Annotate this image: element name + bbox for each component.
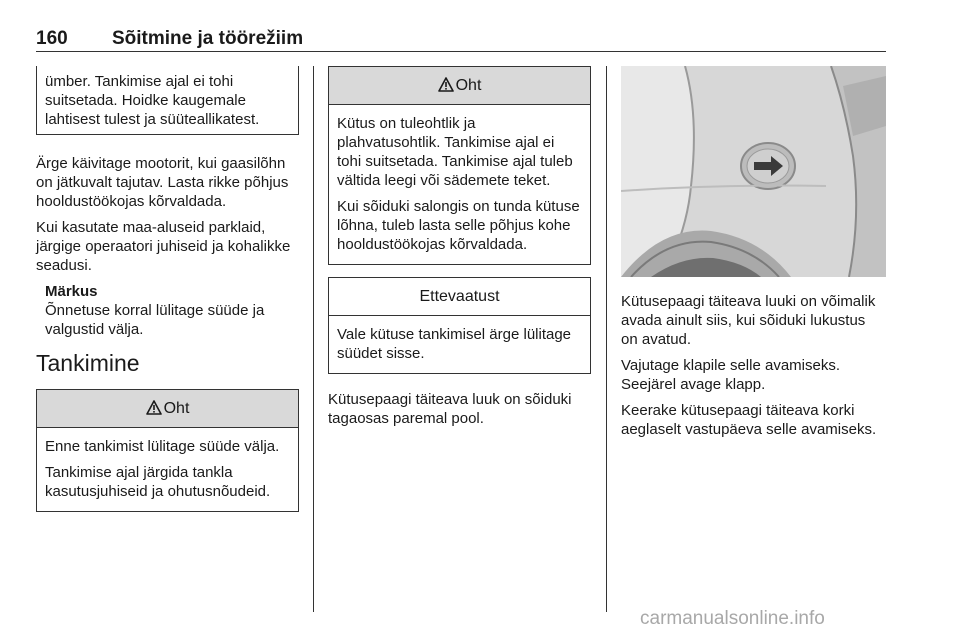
caution-text: Vale kütuse tankimisel ärge lülitage süüdet sisse. [337, 326, 572, 362]
caution-box-header: Ettevaatust [329, 278, 590, 316]
page-header [36, 28, 886, 50]
paragraph: Kui kasutate maa-aluseid parklaid, järgige operaatori juhiseid ja kohalikke seadusi. [36, 219, 291, 274]
column-divider [313, 66, 314, 612]
note-title: Märkus [45, 283, 98, 300]
column-2 [328, 66, 591, 435]
paragraph: Ärge käivitage mootorit, kui gaasilõhn on jätkuvalt tajutav. Lasta rikke põhjus hooldustöökojas kõrvaldada. [36, 155, 289, 210]
warning-text: Kütus on tuleohtlik ja plahvatusohtlik. Tankimise ajal ei tohi suitsetada. Tankimise ajal tuleb vältida leegi või sädemete teket. [337, 115, 573, 189]
header-rule [36, 51, 886, 52]
column-1 [36, 66, 299, 524]
paragraph: Vajutage klapile selle avamiseks. Seejärel avage klapp. [621, 357, 841, 393]
paragraph: Kütusepaagi täiteava luuk on sõiduki tagaosas paremal pool. [328, 391, 572, 427]
continued-warning-box [36, 66, 299, 135]
warning-box [328, 66, 591, 265]
continued-warning-text: ümber. Tankimise ajal ei tohi suitsetada. Hoidke kaugemale lahtisest tulest ja süüteallikatest. [45, 73, 260, 128]
warning-box-title: Oht [455, 77, 482, 94]
section-title: Tankimine [36, 350, 140, 376]
warning-text: Tankimise ajal järgida tankla kasutusjuhiseid ja ohutusnõudeid. [45, 464, 271, 500]
note-text: Õnnetuse korral lülitage süüde ja valgustid välja. [45, 302, 265, 338]
caution-box [328, 277, 591, 374]
column-divider [606, 66, 607, 612]
warning-text: Enne tankimist lülitage süüde välja. [45, 438, 280, 455]
warning-box [36, 389, 299, 512]
page-number: 160 [36, 28, 68, 49]
paragraph: Keerake kütusepaagi täiteava korki aeglaselt vastupäeva selle avamiseks. [621, 402, 877, 438]
warning-icon [438, 69, 454, 106]
watermark: carmanualsonline.info [640, 608, 825, 629]
page-title: Sõitmine ja töörežiim [112, 28, 304, 49]
warning-icon [146, 392, 162, 429]
column-3 [621, 66, 886, 446]
paragraph: Kütusepaagi täiteava luuki on võimalik avada ainult siis, kui sõiduki lukustus on avatud. [621, 293, 876, 348]
warning-box-header [37, 390, 298, 428]
note [45, 282, 299, 339]
warning-box-title: Oht [163, 400, 190, 417]
warning-text: Kui sõiduki salongis on tunda kütuse lõhna, tuleb lasta selle põhjus kohe hooldustöökojas kõrvaldada. [337, 198, 580, 253]
fuel-filler-flap-illustration [621, 66, 886, 277]
warning-box-header [329, 67, 590, 105]
